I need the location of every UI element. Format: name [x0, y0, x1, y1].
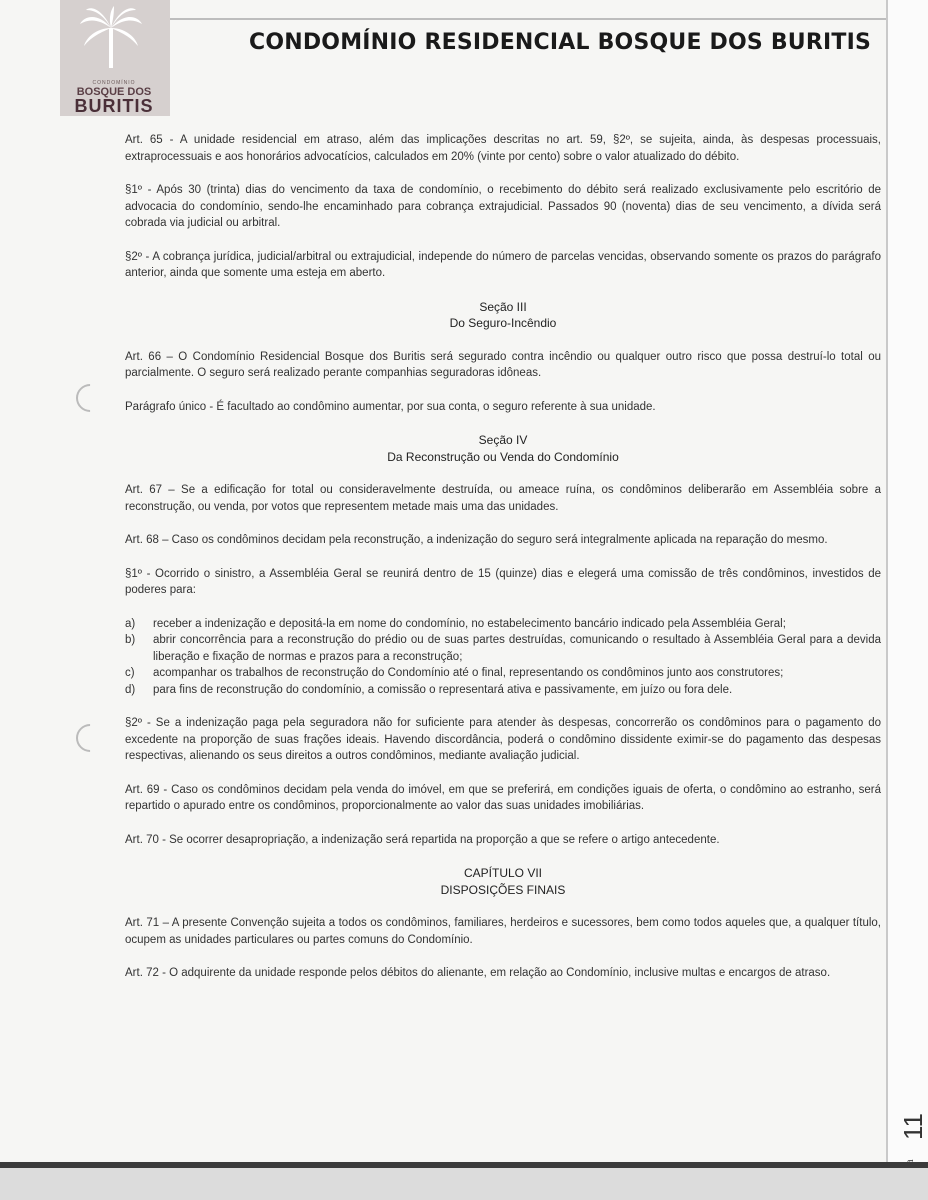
- palm-tree-icon: [78, 6, 144, 68]
- list-item: [125, 682, 881, 699]
- paragraph-art-65-s2: §2º - A cobrança jurídica, judicial/arbitral ou extrajudicial, independe do número de parcelas vencidas, observando somente os prazos do parágrafo anterior, ainda que somente uma esteja em aberto.: [125, 250, 881, 279]
- chapter-title: DISPOSIÇÕES FINAIS: [440, 882, 566, 897]
- list-item: [125, 616, 881, 633]
- list-item: [125, 665, 881, 682]
- section-heading-iv: [125, 432, 881, 465]
- list-item: [125, 632, 881, 665]
- paragraph-art-65-s1: §1º - Após 30 (trinta) dias do vencimento da taxa de condomínio, o recebimento do débito será realizado exclusivamente pelo escritório de advocacia do condomínio, sendo-lhe encaminhado para cobrança extrajudicial. Passados 90 (noventa) dias de seu vencimento, a dívida será cobrada via judicial ou arbitral.: [125, 184, 881, 229]
- logo-line1: BOSQUE DOS: [76, 86, 152, 98]
- list-marker: b): [125, 634, 136, 646]
- chapter-number: CAPÍTULO VII: [463, 866, 543, 880]
- list-text: abrir concorrência para a reconstrução do prédio ou de suas partes destruídas, comunicando o resultado à Assembléia Geral para a devida liberação e fixação de normas e prazos para a reconstrução;: [153, 634, 881, 663]
- paragraph-art-70: Art. 70 - Se ocorrer desapropriação, a indenização será repartida na proporção a que se refere o artigo antecedente.: [125, 833, 720, 846]
- section-title: Da Reconstrução ou Venda do Condomínio: [387, 449, 619, 464]
- right-margin: [888, 0, 928, 1200]
- paragraph-art-68-s2: §2º - Se a indenização paga pela seguradora não for suficiente para atender às despesas, concorrerão os condôminos para o pagamento do excedente na proporção de suas frações ideais. Havendo discordância, poderá o condômino dissidente eximir-se do pagamento das despesas respectivas, alienando os seus direitos a outros condôminos, mediante avaliação judicial.: [125, 717, 881, 762]
- page-number: 11: [898, 1113, 928, 1140]
- paragraph-art-72: Art. 72 - O adquirente da unidade responde pelos débitos do alienante, em relação ao Condomínio, inclusive multas e encargos de atraso.: [125, 967, 831, 979]
- condominium-logo: [60, 0, 170, 116]
- paragraph-art-66-unico: Parágrafo único - É facultado ao condômino aumentar, por sua conta, o seguro referente à sua unidade.: [125, 400, 656, 413]
- document-body: [125, 132, 881, 999]
- commission-powers-list: [125, 616, 881, 699]
- paragraph-art-69: Art. 69 - Caso os condôminos decidam pela venda do imóvel, em que se preferirá, em condições iguais de oferta, o condômino ao estranho, será repartido o apurado entre os condôminos, proporcionalmente ao valor das suas unidades imobiliárias.: [125, 783, 881, 812]
- right-border-line: [886, 0, 888, 1200]
- paragraph-art-66: Art. 66 – O Condomínio Residencial Bosque dos Buritis será segurado contra incêndio ou qualquer outro risco que possa destruí-lo total ou parcialmente. O seguro será realizado perante companhias seguradoras idôneas.: [125, 350, 881, 379]
- chapter-heading-vii: [125, 865, 881, 898]
- section-title: Do Seguro-Incêndio: [449, 316, 557, 330]
- list-text: acompanhar os trabalhos de reconstrução do Condomínio até o final, representando os condôminos junto aos construtores;: [153, 667, 784, 679]
- list-marker: a): [125, 617, 136, 630]
- punch-hole: [70, 718, 110, 758]
- section-number: Seção IV: [478, 433, 528, 447]
- punch-hole: [70, 378, 110, 418]
- logo-line2: BURITIS: [74, 96, 154, 116]
- list-text: receber a indenização e depositá-la em nome do condomínio, no estabelecimento bancário indicado pela Assembléia Geral;: [153, 617, 786, 630]
- paragraph-art-68: Art. 68 – Caso os condôminos decidam pela reconstrução, a indenização do seguro será integralmente aplicada na reparação do mesmo.: [125, 534, 828, 546]
- document-title: CONDOMÍNIO RESIDENCIAL BOSQUE DOS BURITIS: [248, 30, 872, 55]
- paragraph-art-67: Art. 67 – Se a edificação for total ou consideravelmente destruída, ou ameace ruína, os condôminos deliberarão em Assembléia sobre a reconstrução, ou venda, por votos que representem metade mais uma das unidades.: [125, 484, 881, 513]
- list-marker: d): [125, 683, 136, 696]
- list-marker: c): [125, 667, 135, 679]
- section-number: Seção III: [479, 299, 527, 314]
- logo-small-text: CONDOMÍNIO: [92, 80, 136, 86]
- section-heading-iii: [125, 299, 881, 332]
- list-text: para fins de reconstrução do condomínio, a comissão o representará ativa e passivamente, em juízo ou fora dele.: [153, 683, 733, 696]
- paragraph-art-68-s1: §1º - Ocorrido o sinistro, a Assembléia Geral se reunirá dentro de 15 (quinze) dias e elegerá uma comissão de três condôminos, investidos de poderes para:: [125, 567, 881, 596]
- paragraph-art-71: Art. 71 – A presente Convenção sujeita a todos os condôminos, familiares, herdeiros e sucessores, bem como todos aqueles que, a qualquer título, ocupem as unidades particulares ou partes comuns do Condomínio.: [125, 917, 881, 946]
- paragraph-art-65: Art. 65 - A unidade residencial em atraso, além das implicações descritas no art. 59, §2º, se sujeita, ainda, às despesas processuais, extraprocessuais e aos honorários advocatícios, calculados em 20% (vinte por cento) sobre o valor atualizado do débito.: [125, 134, 881, 163]
- header-top-line: [168, 18, 886, 20]
- bottom-margin: [0, 1168, 928, 1200]
